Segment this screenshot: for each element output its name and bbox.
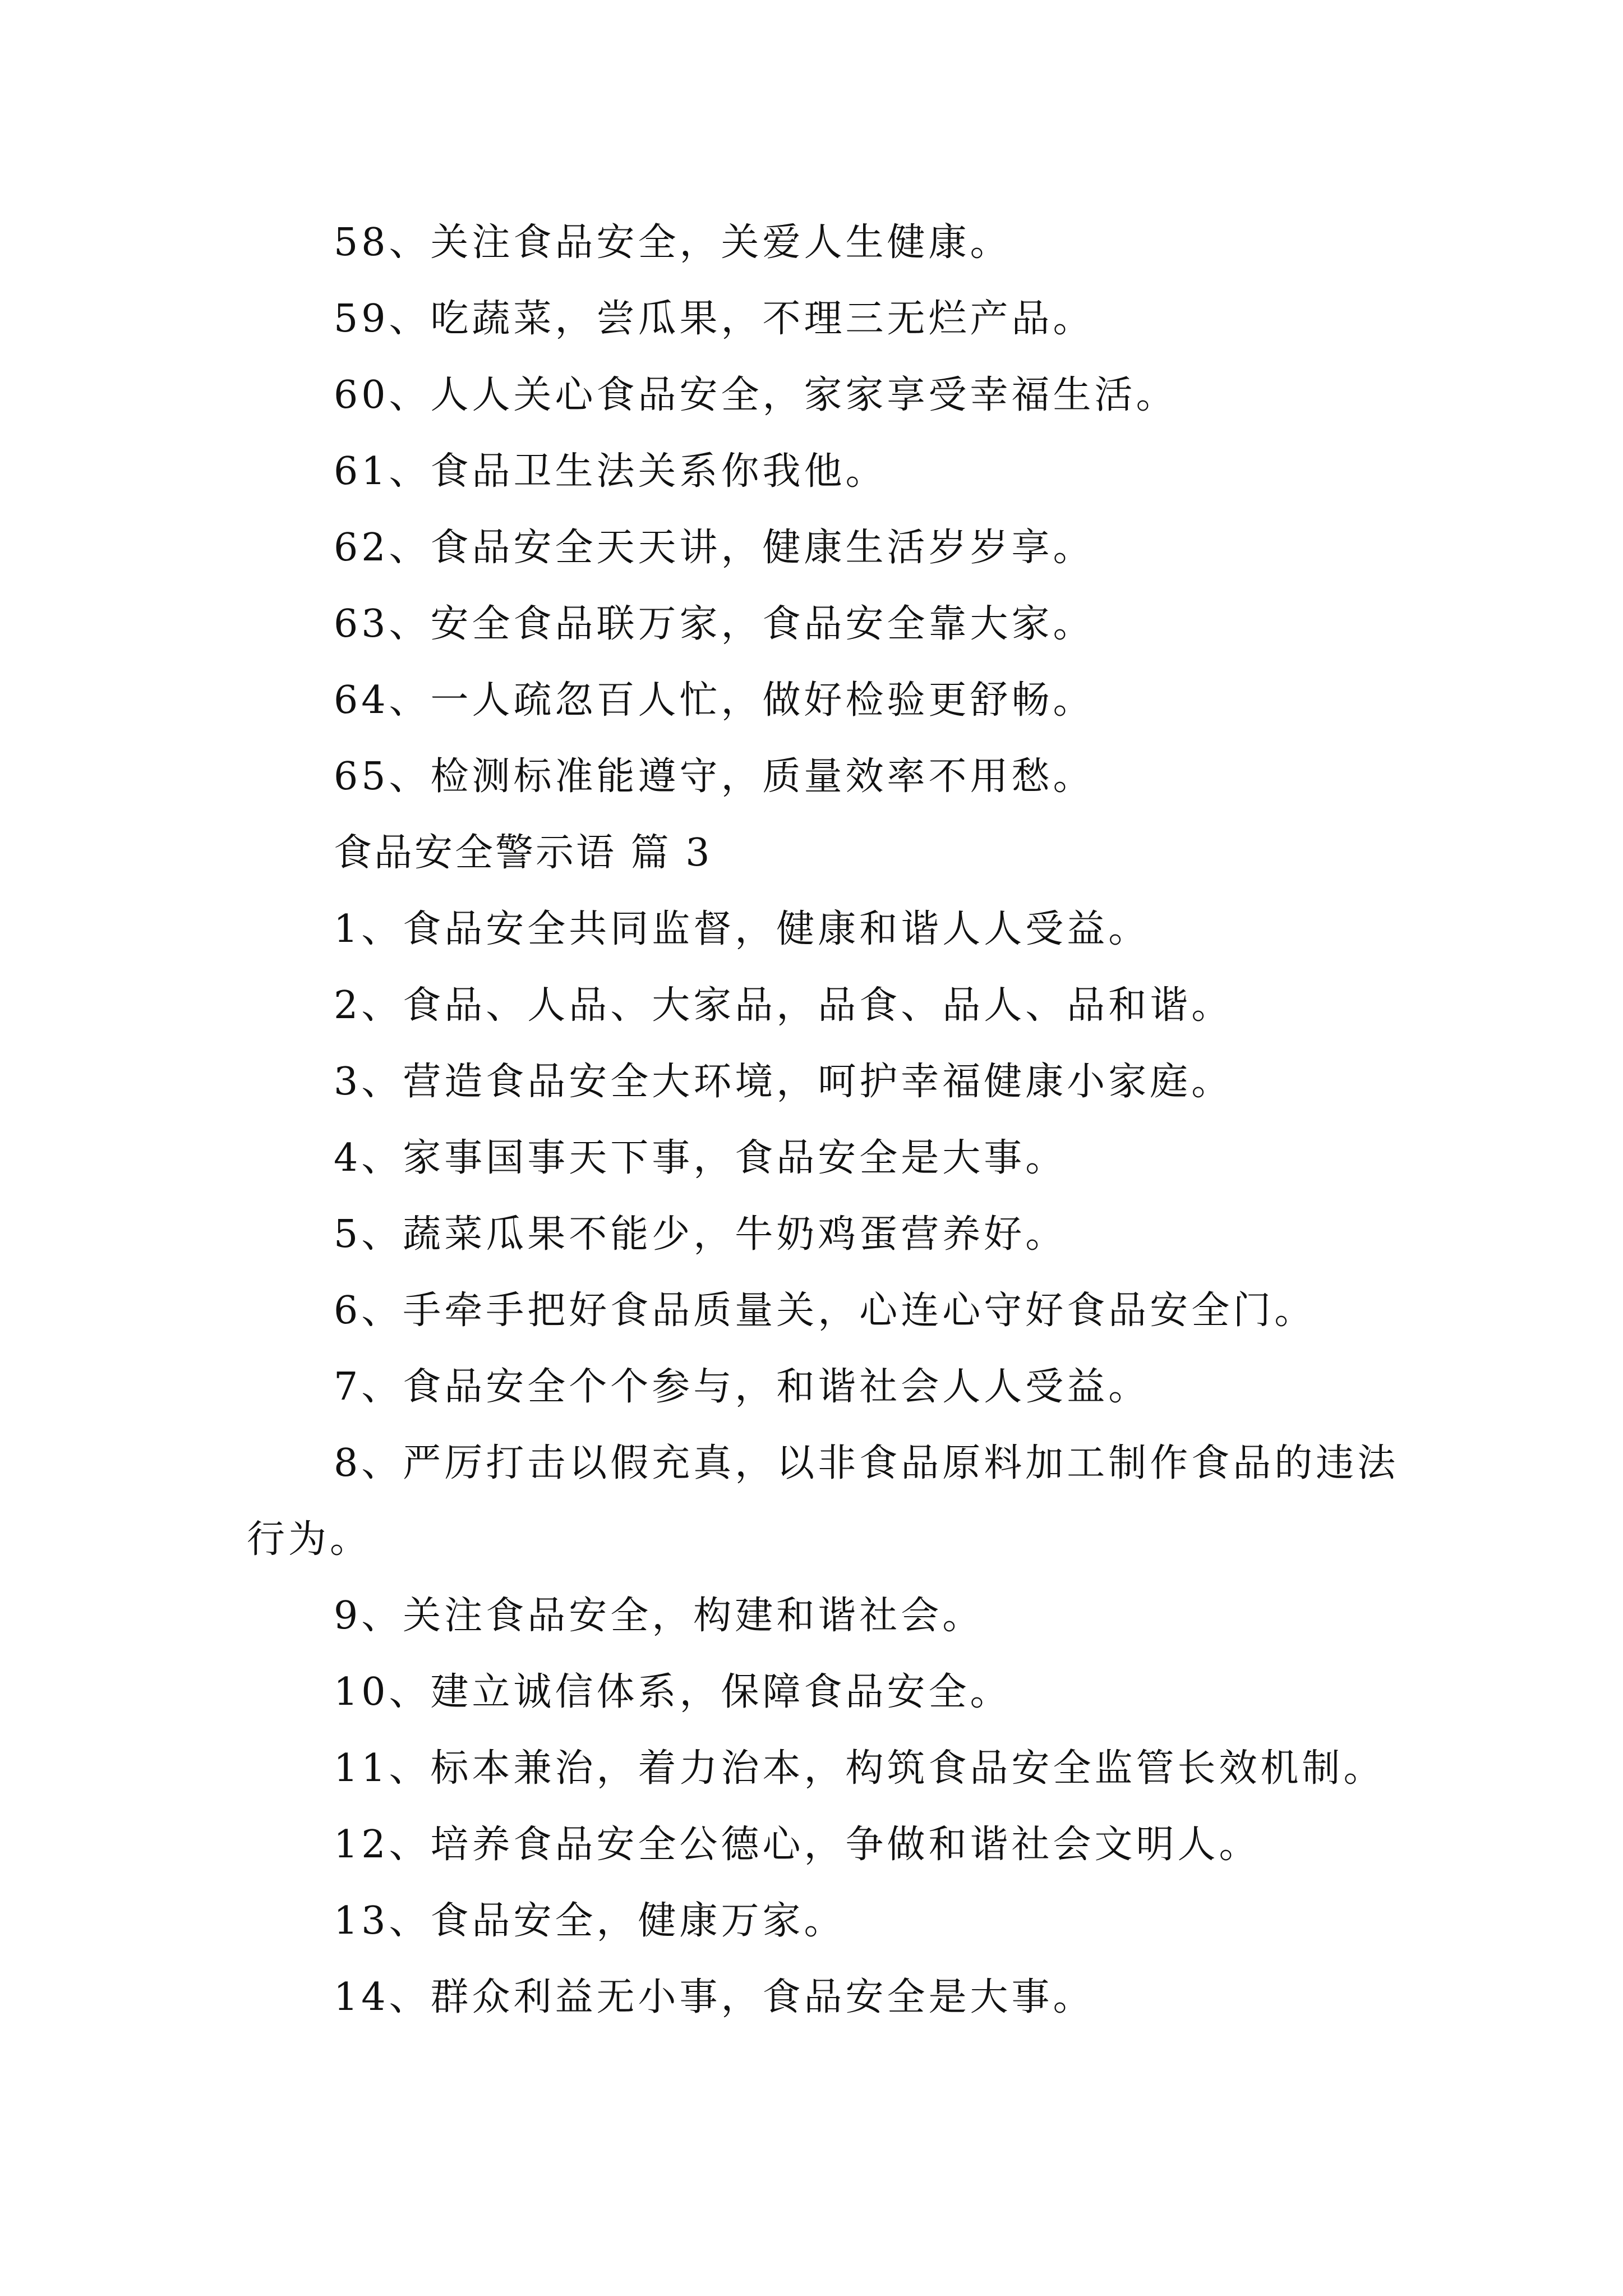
slogan-line-65: 65、检测标准能遵守，质量效率不用愁。	[334, 754, 1095, 799]
slogan-line-60: 60、人人关心食品安全，家家享受幸福生活。	[334, 373, 1178, 417]
slogan-line-61: 61、食品卫生法关系你我他。	[334, 449, 887, 494]
slogan-line-1: 1、食品安全共同监督，健康和谐人人受益。	[334, 907, 1150, 951]
slogan-line-4: 4、家事国事天下事，食品安全是大事。	[334, 1136, 1067, 1180]
slogan-line-10: 10、建立诚信体系，保障食品安全。	[334, 1670, 1012, 1714]
slogan-line-58: 58、关注食品安全，关爱人生健康。	[334, 220, 1012, 265]
slogan-line-5: 5、蔬菜瓜果不能少，牛奶鸡蛋营养好。	[334, 1212, 1067, 1257]
slogan-line-59: 59、吃蔬菜，尝瓜果，不理三无烂产品。	[334, 297, 1095, 341]
slogan-line-64: 64、一人疏忽百人忙，做好检验更舒畅。	[334, 678, 1095, 723]
section-heading: 食品安全警示语 篇 3	[334, 831, 712, 875]
slogan-line-13: 13、食品安全，健康万家。	[334, 1899, 846, 1943]
slogan-line-12: 12、培养食品安全公德心，争做和谐社会文明人。	[334, 1823, 1261, 1867]
slogan-line-3: 3、营造食品安全大环境，呵护幸福健康小家庭。	[334, 1060, 1233, 1104]
slogan-line-11: 11、标本兼治，着力治本，构筑食品安全监管长效机制。	[334, 1746, 1385, 1791]
slogan-line-14: 14、群众利益无小事，食品安全是大事。	[334, 1975, 1095, 2019]
slogan-line-8: 8、严厉打击以假充真，以非食品原料加工制作食品的违法行为。	[247, 1441, 1399, 1562]
slogan-line-62: 62、食品安全天天讲，健康生活岁岁享。	[334, 526, 1095, 570]
slogan-line-6: 6、手牵手把好食品质量关，心连心守好食品安全门。	[334, 1289, 1316, 1333]
slogan-line-2: 2、食品、人品、大家品，品食、品人、品和谐。	[334, 983, 1233, 1028]
slogan-line-9: 9、关注食品安全，构建和谐社会。	[334, 1594, 984, 1638]
document-body	[247, 205, 1413, 2036]
slogan-line-63: 63、安全食品联万家，食品安全靠大家。	[334, 602, 1095, 646]
slogan-line-7: 7、食品安全个个参与，和谐社会人人受益。	[334, 1365, 1150, 1409]
